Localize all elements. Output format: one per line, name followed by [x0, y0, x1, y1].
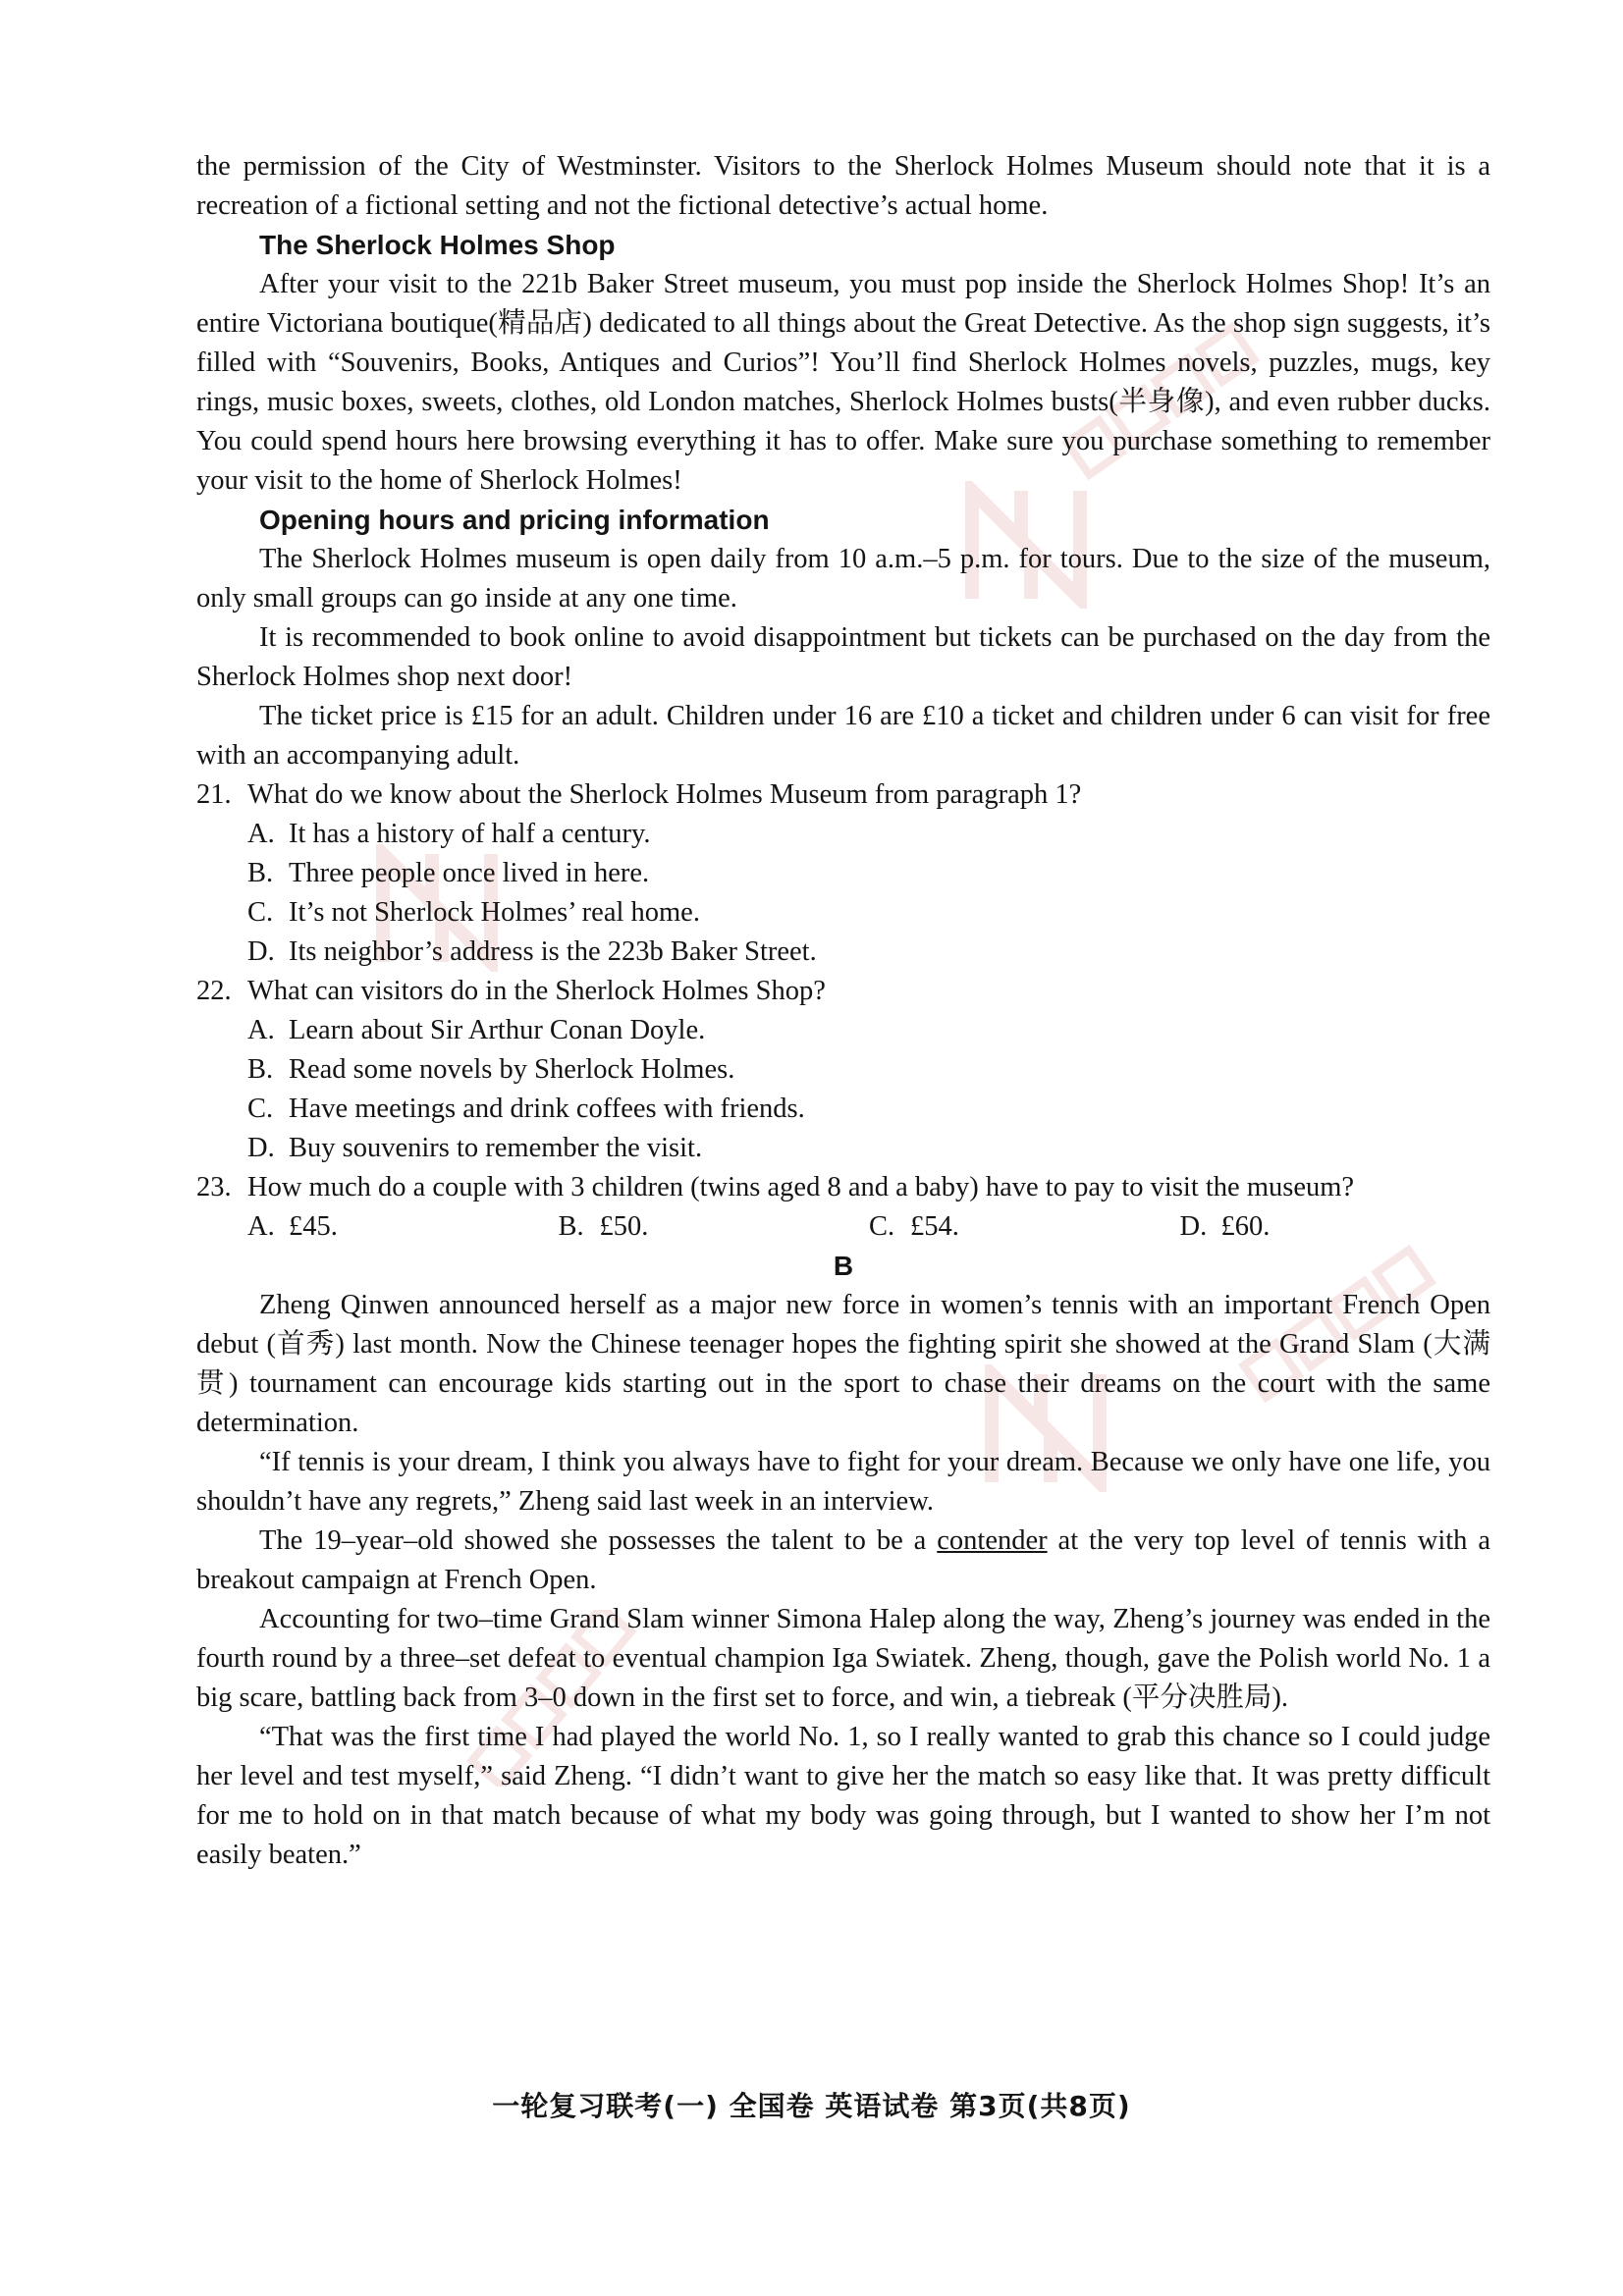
- option-letter: C.: [247, 897, 274, 928]
- option-text: £60.: [1220, 1211, 1271, 1242]
- option-22-d[interactable]: [196, 1129, 1490, 1168]
- option-text: Have meetings and drink coffees with friends.: [289, 1094, 805, 1124]
- question-21: [196, 775, 1490, 815]
- option-text: £54.: [910, 1211, 959, 1242]
- option-text: It’s not Sherlock Holmes’ real home.: [289, 897, 700, 928]
- option-letter: D.: [247, 936, 275, 967]
- question-number: 22.: [196, 976, 232, 1006]
- passage-paragraph: Accounting for two–time Grand Slam winner Simona Halep along the way, Zheng’s journey was ended in the fourth round by a three–set defeat to eventual champion Iga Swiatek. Zheng, though, gave the Polish world No. 1 a big scare, battling back from 3–0 down in the first set to force, and win, a tiebreak (平分决胜局).: [196, 1604, 1490, 1713]
- option-23-c[interactable]: [869, 1207, 1180, 1247]
- question-stem: What do we know about the Sherlock Holmes Museum from paragraph 1?: [247, 779, 1082, 810]
- question-number: 23.: [196, 1172, 232, 1202]
- option-23-d[interactable]: [1180, 1207, 1491, 1247]
- passage-paragraph: It is recommended to book online to avoid disappointment but tickets can be purchased on the day from the Sherlock Holmes shop next door!: [196, 622, 1490, 692]
- question-stem: What can visitors do in the Sherlock Holmes Shop?: [247, 976, 826, 1006]
- question-number: 21.: [196, 779, 232, 810]
- option-letter: C.: [247, 1094, 274, 1124]
- option-21-b[interactable]: [196, 854, 1490, 893]
- paragraph-text: at the very top level of tennis with a breakout campaign at French Open.: [196, 1525, 1490, 1595]
- passage-paragraph: “If tennis is your dream, I think you always have to fight for your dream. Because we only have one life, you shouldn’t have any regrets,” Zheng said last week in an interview.: [196, 1447, 1490, 1517]
- option-letter: A.: [247, 1015, 275, 1045]
- options-21: [196, 815, 1490, 972]
- passage-paragraph: After your visit to the 221b Baker Street museum, you must pop inside the Sherlock Holmes Shop! It’s an entire Victoriana boutique(精品店) dedicated to all things about the Great Detective. As the shop sign suggests, it’s filled with “Souvenirs, Books, Antiques and Curios”! You’ll find Sherlock Holmes novels, puzzles, mugs, key rings, music boxes, sweets, clothes, old London matches, Sherlock Holmes busts(半身像), and even rubber ducks. You could spend hours here browsing everything it has to offer. Make sure you purchase something to remember your visit to the home of Sherlock Holmes!: [196, 269, 1490, 496]
- question-23: [196, 1168, 1490, 1207]
- option-text: Three people once lived in here.: [289, 858, 650, 888]
- option-text: £50.: [599, 1211, 649, 1242]
- passage-paragraph: [196, 1522, 1490, 1600]
- option-letter: C.: [869, 1211, 895, 1242]
- passage-b-label: B: [833, 1251, 854, 1281]
- option-21-a[interactable]: [196, 815, 1490, 854]
- option-22-a[interactable]: [196, 1011, 1490, 1050]
- option-letter: B.: [247, 858, 274, 888]
- option-text: Buy souvenirs to remember the visit.: [289, 1133, 703, 1163]
- option-22-b[interactable]: [196, 1050, 1490, 1090]
- question-22: [196, 972, 1490, 1011]
- exam-page: [196, 147, 1490, 1875]
- passage-paragraph: Zheng Qinwen announced herself as a major new force in women’s tennis with an important French Open debut (首秀) last month. Now the Chinese teenager hopes the fighting spirit she showed at the Grand Slam (大满贯) tournament can encourage kids starting out in the sport to chase their dreams on the court with the same determination.: [196, 1290, 1490, 1438]
- option-text: Read some novels by Sherlock Holmes.: [289, 1054, 735, 1085]
- option-text: £45.: [289, 1211, 338, 1242]
- options-23: [196, 1207, 1490, 1247]
- option-letter: B.: [247, 1054, 274, 1085]
- option-23-b[interactable]: [559, 1207, 870, 1247]
- option-21-c[interactable]: [196, 893, 1490, 933]
- option-text: Its neighbor’s address is the 223b Baker Street.: [289, 936, 817, 967]
- options-22: [196, 1011, 1490, 1168]
- question-stem: How much do a couple with 3 children (twins aged 8 and a baby) have to pay to visit the museum?: [247, 1172, 1355, 1202]
- option-letter: B.: [558, 1211, 584, 1242]
- passage-paragraph: “That was the first time I had played the world No. 1, so I really wanted to grab this chance so I could judge her level and test myself,” said Zheng. “I didn’t want to give her the match so easy like that. It was pretty difficult for me to hold on in that match because of what my body was going through, but I wanted to show her I’m not easily beaten.”: [196, 1722, 1490, 1870]
- option-text: Learn about Sir Arthur Conan Doyle.: [289, 1015, 706, 1045]
- option-letter: D.: [247, 1133, 275, 1163]
- option-text: It has a history of half a century.: [289, 819, 651, 849]
- option-letter: A.: [247, 819, 275, 849]
- option-21-d[interactable]: [196, 933, 1490, 972]
- section-heading-shop: The Sherlock Holmes Shop: [259, 230, 616, 260]
- passage-paragraph: The ticket price is £15 for an adult. Children under 16 are £10 a ticket and children under 6 can visit for free with an accompanying adult.: [196, 701, 1490, 771]
- paragraph-text: The 19–year–old showed she possesses the talent to be a: [259, 1525, 938, 1556]
- option-22-c[interactable]: [196, 1090, 1490, 1129]
- option-letter: D.: [1179, 1211, 1208, 1242]
- page-footer: 一轮复习联考(一) 全国卷 英语试卷 第3页(共8页): [492, 2090, 1131, 2122]
- option-23-a[interactable]: [247, 1207, 559, 1247]
- underlined-word: contender: [937, 1525, 1048, 1556]
- passage-paragraph: The Sherlock Holmes museum is open daily from 10 a.m.–5 p.m. for tours. Due to the size of the museum, only small groups can go inside at any one time.: [196, 544, 1490, 614]
- passage-paragraph: the permission of the City of Westminster. Visitors to the Sherlock Holmes Museum should note that it is a recreation of a fictional setting and not the fictional detective’s actual home.: [196, 151, 1490, 221]
- option-letter: A.: [247, 1211, 275, 1242]
- section-heading-hours: Opening hours and pricing information: [259, 505, 770, 535]
